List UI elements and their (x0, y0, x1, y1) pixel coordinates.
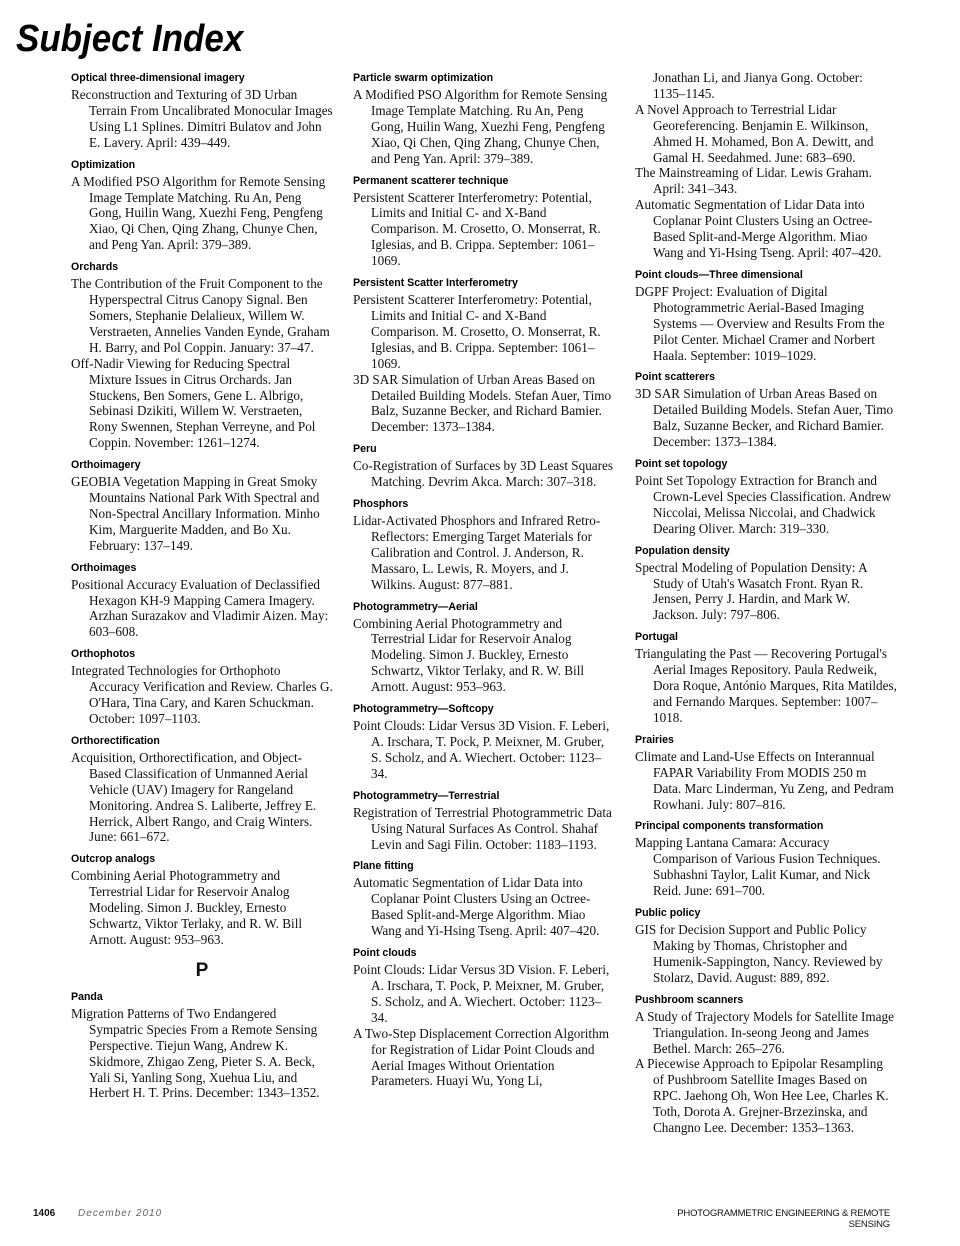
index-heading: Pushbroom scanners (635, 993, 744, 1006)
index-entry: A Modified PSO Algorithm for Remote Sensing Image Template Matching. Ru An, Peng Gong, Huilin Wang, Xuezhi Feng, Pengfeng Xiao, Qi Chen, Qing Zhang, Chunye Chen, and Peng Yan. April: 379–389. (71, 173, 326, 253)
index-heading: Orthoimagery (71, 459, 141, 472)
index-heading: Panda (71, 990, 103, 1003)
index-heading: Population density (635, 544, 730, 557)
index-entry: Registration of Terrestrial Photogrammetric Data Using Natural Surfaces As Control. Shahaf Levin and Sagi Filin. October: 1183–1193. (353, 804, 612, 852)
index-entry: A Piecewise Approach to Epipolar Resampling of Pushbroom Satellite Images Based on RPC. Jaehong Oh, Won Hee Lee, Charles K. Toth, Dorota A. Grejner-Brzezinska, and Changno Lee. December: 1353–1363. (635, 1056, 889, 1136)
index-heading: Orthoimages (71, 561, 137, 574)
index-heading: Permanent scatterer technique (353, 174, 509, 187)
index-entry: Point Set Topology Extraction for Branch and Crown-Level Species Classification. Andrew Niccolai, Melissa Niccolai, and Chadwick Dearing Oliver. March: 319–330. (635, 473, 892, 536)
index-heading: Orthophotos (71, 648, 136, 661)
index-heading: Point clouds—Three dimensional (635, 268, 803, 281)
index-entry: Integrated Technologies for Orthophoto Accuracy Verification and Review. Charles G. O'Hara, Tina Cary, and Karen Schuckman. October: 1097–1103. (71, 663, 333, 726)
index-entry: The Contribution of the Fruit Component to the Hyperspectral Citrus Canopy Signal. Ben Somers, Stephanie Delalieux, Willem W. Verstraeten, Annelies Vanden Eynde, Graham H. Barry, and Pol Coppin. January: 37–47. (71, 276, 330, 355)
index-entry: Combining Aerial Photogrammetry and Terrestrial Lidar for Reservoir Analog Modeling. Simon J. Buckley, Ernesto Schwartz, Viktor Terlaky, and R. W. Bill Arnott. August: 953–963. (353, 615, 585, 695)
page-title: Subject Index (16, 18, 244, 60)
index-heading: Prairies (635, 733, 674, 746)
index-entry: Lidar-Activated Phosphors and Infrared Retro-Reflectors: Emerging Target Materials for Calibration and Control. J. Anderson, R. Massaro, L. Lewis, R. Moyers, and J. Wilkins. August: 877–881. (353, 513, 601, 592)
index-entry: Triangulating the Past — Recovering Portugal's Aerial Images Repository. Paula Redweik, Dora Roque, António Marques, Rita Matildes, and Fernando Marques. September: 1007–1018. (635, 646, 897, 725)
issue-date: December 2010 (78, 1208, 163, 1219)
index-entry: Automatic Segmentation of Lidar Data into Coplanar Point Clusters Using an Octree-Based Split-and-Merge Algorithm. Miao Wang and Yi-Hsing Tseng. April: 407–420. (353, 875, 600, 939)
index-column-3 (635, 68, 897, 1136)
index-entry: Reconstruction and Texturing of 3D Urban Terrain From Uncalibrated Monocular Images Using L1 Splines. Dimitri Bulatov and John E. Lavery. April: 439–449. (71, 87, 333, 150)
index-entry: GIS for Decision Support and Public Policy Making by Thomas, Christopher and Humenik-Sappington, Nancy. Reviewed by Stolarz, David. August: 889, 892. (635, 922, 883, 985)
index-column-1 (71, 68, 333, 1101)
journal-name: PHOTOGRAMMETRIC ENGINEERING & REMOTE SENSING (677, 1208, 890, 1230)
index-entry: Persistent Scatterer Interferometry: Potential, Limits and Initial C- and X-Band Comparison. M. Crosetto, O. Monserrat, R. Iglesias, and B. Crippa. September: 1061–1069. (353, 189, 601, 269)
index-entry: Positional Accuracy Evaluation of Declassified Hexagon KH-9 Mapping Camera Imagery. Arzhan Surazakov and Vladimir Aizen. May: 603–608. (71, 576, 329, 640)
index-heading: Portugal (635, 631, 678, 644)
index-entry: Point Clouds: Lidar Versus 3D Vision. F. Leberi, A. Irschara, T. Pock, P. Meixner, M. Gruber, S. Scholz, and A. Wiechert. October: 1123–34. (353, 718, 610, 781)
index-entry: GEOBIA Vegetation Mapping in Great Smoky Mountains National Park With Spectral and Non-Spectral Ancillary Information. Minho Kim, Marguerite Madden, and Bo Xu. February: 137–149. (71, 474, 320, 553)
index-column-2 (353, 68, 615, 1089)
index-heading: Photogrammetry—Softcopy (353, 703, 494, 716)
index-entry: 3D SAR Simulation of Urban Areas Based on Detailed Building Models. Stefan Auer, Timo Balz, Suzanne Becker, and Richard Bamier. December: 1373–1384. (353, 371, 612, 435)
index-heading: Orchards (71, 261, 119, 274)
index-entry: Persistent Scatterer Interferometry: Potential, Limits and Initial C- and X-Band Comparison. M. Crosetto, O. Monserrat, R. Iglesias, and B. Crippa. September: 1061–1069. (353, 292, 601, 371)
index-entry: A Study of Trajectory Models for Satellite Image Triangulation. In-seong Jeong and James Bethel. March: 265–276. (635, 1008, 894, 1056)
page-number: 1406 (33, 1208, 56, 1219)
index-heading: Public policy (635, 907, 701, 920)
index-heading: Optical three-dimensional imagery (71, 72, 245, 84)
index-heading: Peru (353, 443, 377, 456)
index-heading: Point clouds (353, 947, 417, 960)
index-entry: Acquisition, Orthorectification, and Object-Based Classification of Unmanned Aerial Vehicle (UAV) Imagery for Rangeland Monitoring. Andrea S. Laliberte, Jeffrey E. Herrick, Albert Rango, and Craig Winters. June: 661–672. (71, 749, 317, 845)
index-heading: Particle swarm optimization (353, 72, 494, 84)
index-heading: Photogrammetry—Terrestrial (353, 789, 500, 802)
index-entry: Mapping Lantana Camara: Accuracy Comparison of Various Fusion Techniques. Subhashni Taylor, Lalit Kumar, and Nick Reid. June: 691–700. (635, 835, 881, 899)
index-heading: Point scatterers (635, 371, 716, 384)
index-entry: DGPF Project: Evaluation of Digital Photogrammetric Aerial-Based Imaging Systems — Overview and Results From the Pilot Center. Michael Cramer and Norbert Haala. September: 1019–1029. (635, 283, 885, 363)
index-heading: Photogrammetry—Aerial (353, 600, 478, 613)
index-entry: Climate and Land-Use Effects on Interannual FAPAR Variability From MODIS 250 m Data. Marc Linderman, Yu Zeng, and Pedram Rowhani. July: 807–816. (635, 748, 894, 812)
index-heading: Principal components transformation (635, 820, 824, 833)
index-entry: Off-Nadir Viewing for Reducing Spectral Mixture Issues in Citrus Orchards. Jan Stuckens, Ben Somers, Gene L. Albrigo, Sebinasi Dzikiti, Willem W. Verstraeten, Rony Swennen, Stephan Verreyne, and Pol Coppin. November: 1261–1274. (71, 355, 316, 451)
index-entry: Co-Registration of Surfaces by 3D Least Squares Matching. Devrim Akca. March: 307–318. (353, 458, 614, 490)
index-heading: Outcrop analogs (71, 853, 156, 866)
index-heading: Phosphors (353, 498, 409, 511)
index-entry: The Mainstreaming of Lidar. Lewis Graham. April: 341–343. (635, 165, 872, 197)
index-heading: Persistent Scatter Interferometry (353, 277, 518, 290)
index-entry: A Modified PSO Algorithm for Remote Sensing Image Template Matching. Ru An, Peng Gong, Huilin Wang, Xuezhi Feng, Pengfeng Xiao, Qi Chen, Qing Zhang, Chunye Chen, and Peng Yan. April: 379–389. (353, 87, 608, 166)
index-entry: Spectral Modeling of Population Density: A Study of Utah's Wasatch Front. Ryan R. Jensen, Perry J. Hardin, and Mark W. Jackson. July: 797–806. (635, 559, 867, 623)
index-entry: Migration Patterns of Two Endangered Sympatric Species From a Remote Sensing Perspective. Tiejun Wang, Andrew K. Skidmore, Zhigao Zeng, Pieter S. A. Beck, Yali Si, Yanling Song, Xuehua Liu, and Herbert H. T. Prins. December: 1343–1352. (71, 1005, 320, 1101)
index-entry: A Novel Approach to Terrestrial Lidar Georeferencing. Benjamin E. Wilkinson, Ahmed H. Mohamed, Bon A. Dewitt, and Gamal H. Seedahmed. June: 683–690. (635, 101, 874, 165)
continued-entry: Jonathan Li, and Jianya Gong. October: 1135–1145. (653, 70, 863, 101)
index-heading: Optimization (71, 158, 136, 171)
index-entry: Point Clouds: Lidar Versus 3D Vision. F. Leberi, A. Irschara, T. Pock, P. Meixner, M. Gruber, S. Scholz, and A. Wiechert. October: 1123–34. (353, 962, 610, 1025)
index-heading: Orthorectification (71, 734, 160, 747)
index-entry: Combining Aerial Photogrammetry and Terrestrial Lidar for Reservoir Analog Modeling. Simon J. Buckley, Ernesto Schwartz, Viktor Terlaky, and R. W. Bill Arnott. August: 953–963. (71, 868, 303, 947)
index-entry: 3D SAR Simulation of Urban Areas Based on Detailed Building Models. Stefan Auer, Timo Balz, Suzanne Becker, and Richard Bamier. December: 1373–1384. (635, 386, 894, 450)
index-entry: A Two-Step Displacement Correction Algorithm for Registration of Lidar Point Clouds and Aerial Images Without Orientation Parameters. Huayi Wu, Yong Li, (353, 1025, 609, 1089)
index-heading: Plane fitting (353, 860, 414, 873)
index-entry: Automatic Segmentation of Lidar Data into Coplanar Point Clusters Using an Octree-Based Split-and-Merge Algorithm. Miao Wang and Yi-Hsing Tseng. April: 407–420. (635, 197, 882, 260)
section-letter: P (195, 959, 209, 981)
index-heading: Point set topology (635, 458, 728, 471)
footer-left (33, 1208, 162, 1219)
